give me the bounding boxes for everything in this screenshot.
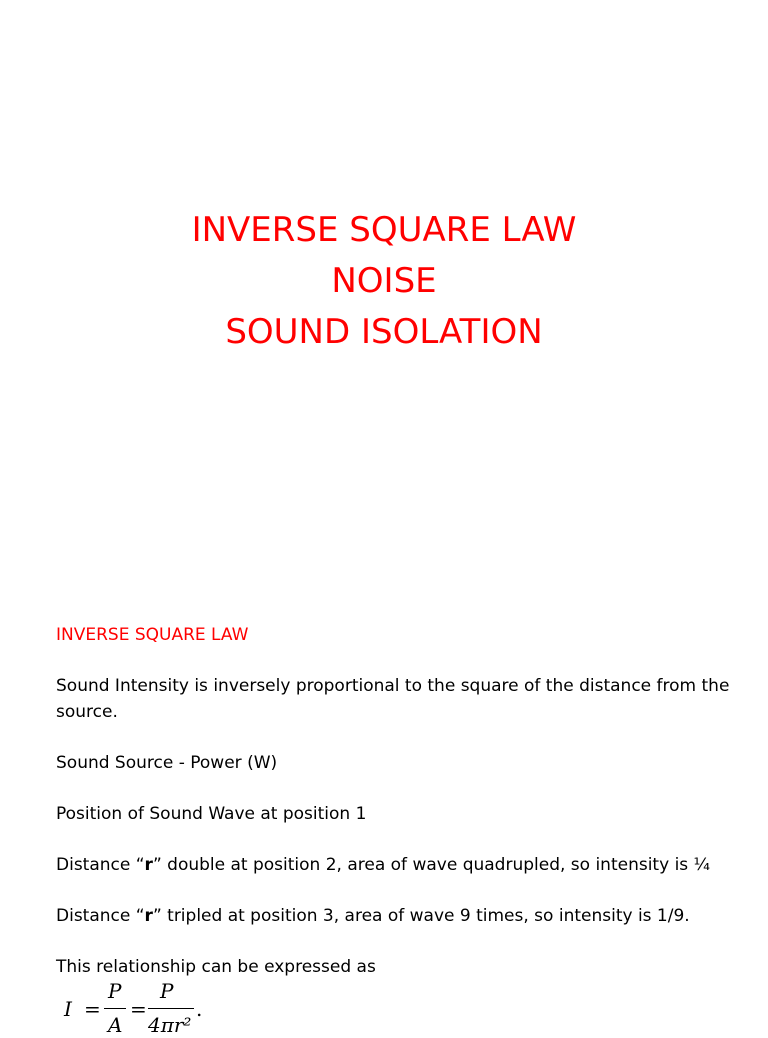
formula-period: . — [196, 997, 203, 1021]
paragraph-position-2-suffix: ” double at position 2, area of wave quadrupled, so intensity is ¼ — [152, 855, 711, 875]
paragraph-position-3 — [56, 903, 736, 929]
paragraph-sound-source: Sound Source - Power (W) — [56, 753, 278, 773]
paragraph-position-2-r: r — [144, 855, 153, 875]
paragraph-position-3-suffix: ” tripled at position 3, area of wave 9 times, so intensity is 1/9. — [152, 906, 690, 926]
title-line-3: SOUND ISOLATION — [225, 312, 543, 352]
formula-denominator-2: 4πr² — [148, 1013, 192, 1037]
formula-fraction-bar-1 — [104, 1008, 126, 1009]
title-line-2: NOISE — [331, 261, 437, 301]
formula-numerator-1: P — [108, 979, 122, 1003]
formula-equals-2: = — [130, 997, 147, 1021]
paragraph-intensity-definition: Sound Intensity is inversely proportional to the square of the distance from the source. — [56, 676, 730, 722]
paragraph-relationship: This relationship can be expressed as — [56, 957, 376, 977]
slide-title — [0, 205, 768, 358]
paragraph-position-1: Position of Sound Wave at position 1 — [56, 804, 367, 824]
section-heading: INVERSE SQUARE LAW — [56, 625, 249, 645]
paragraph-position-3-prefix: Distance “ — [56, 906, 145, 926]
formula-denominator-1: A — [108, 1013, 123, 1037]
title-line-1: INVERSE SQUARE LAW — [191, 210, 577, 250]
paragraph-position-3-r: r — [144, 906, 153, 926]
formula-numerator-2: P — [160, 979, 174, 1003]
formula-fraction-bar-2 — [148, 1008, 194, 1009]
inverse-square-formula — [56, 979, 736, 1037]
section-content — [56, 622, 736, 1037]
paragraph-position-2-prefix: Distance “ — [56, 855, 145, 875]
formula-equals-1: = — [84, 997, 101, 1021]
paragraph-position-2 — [56, 852, 736, 878]
formula-lhs: I — [64, 997, 72, 1021]
